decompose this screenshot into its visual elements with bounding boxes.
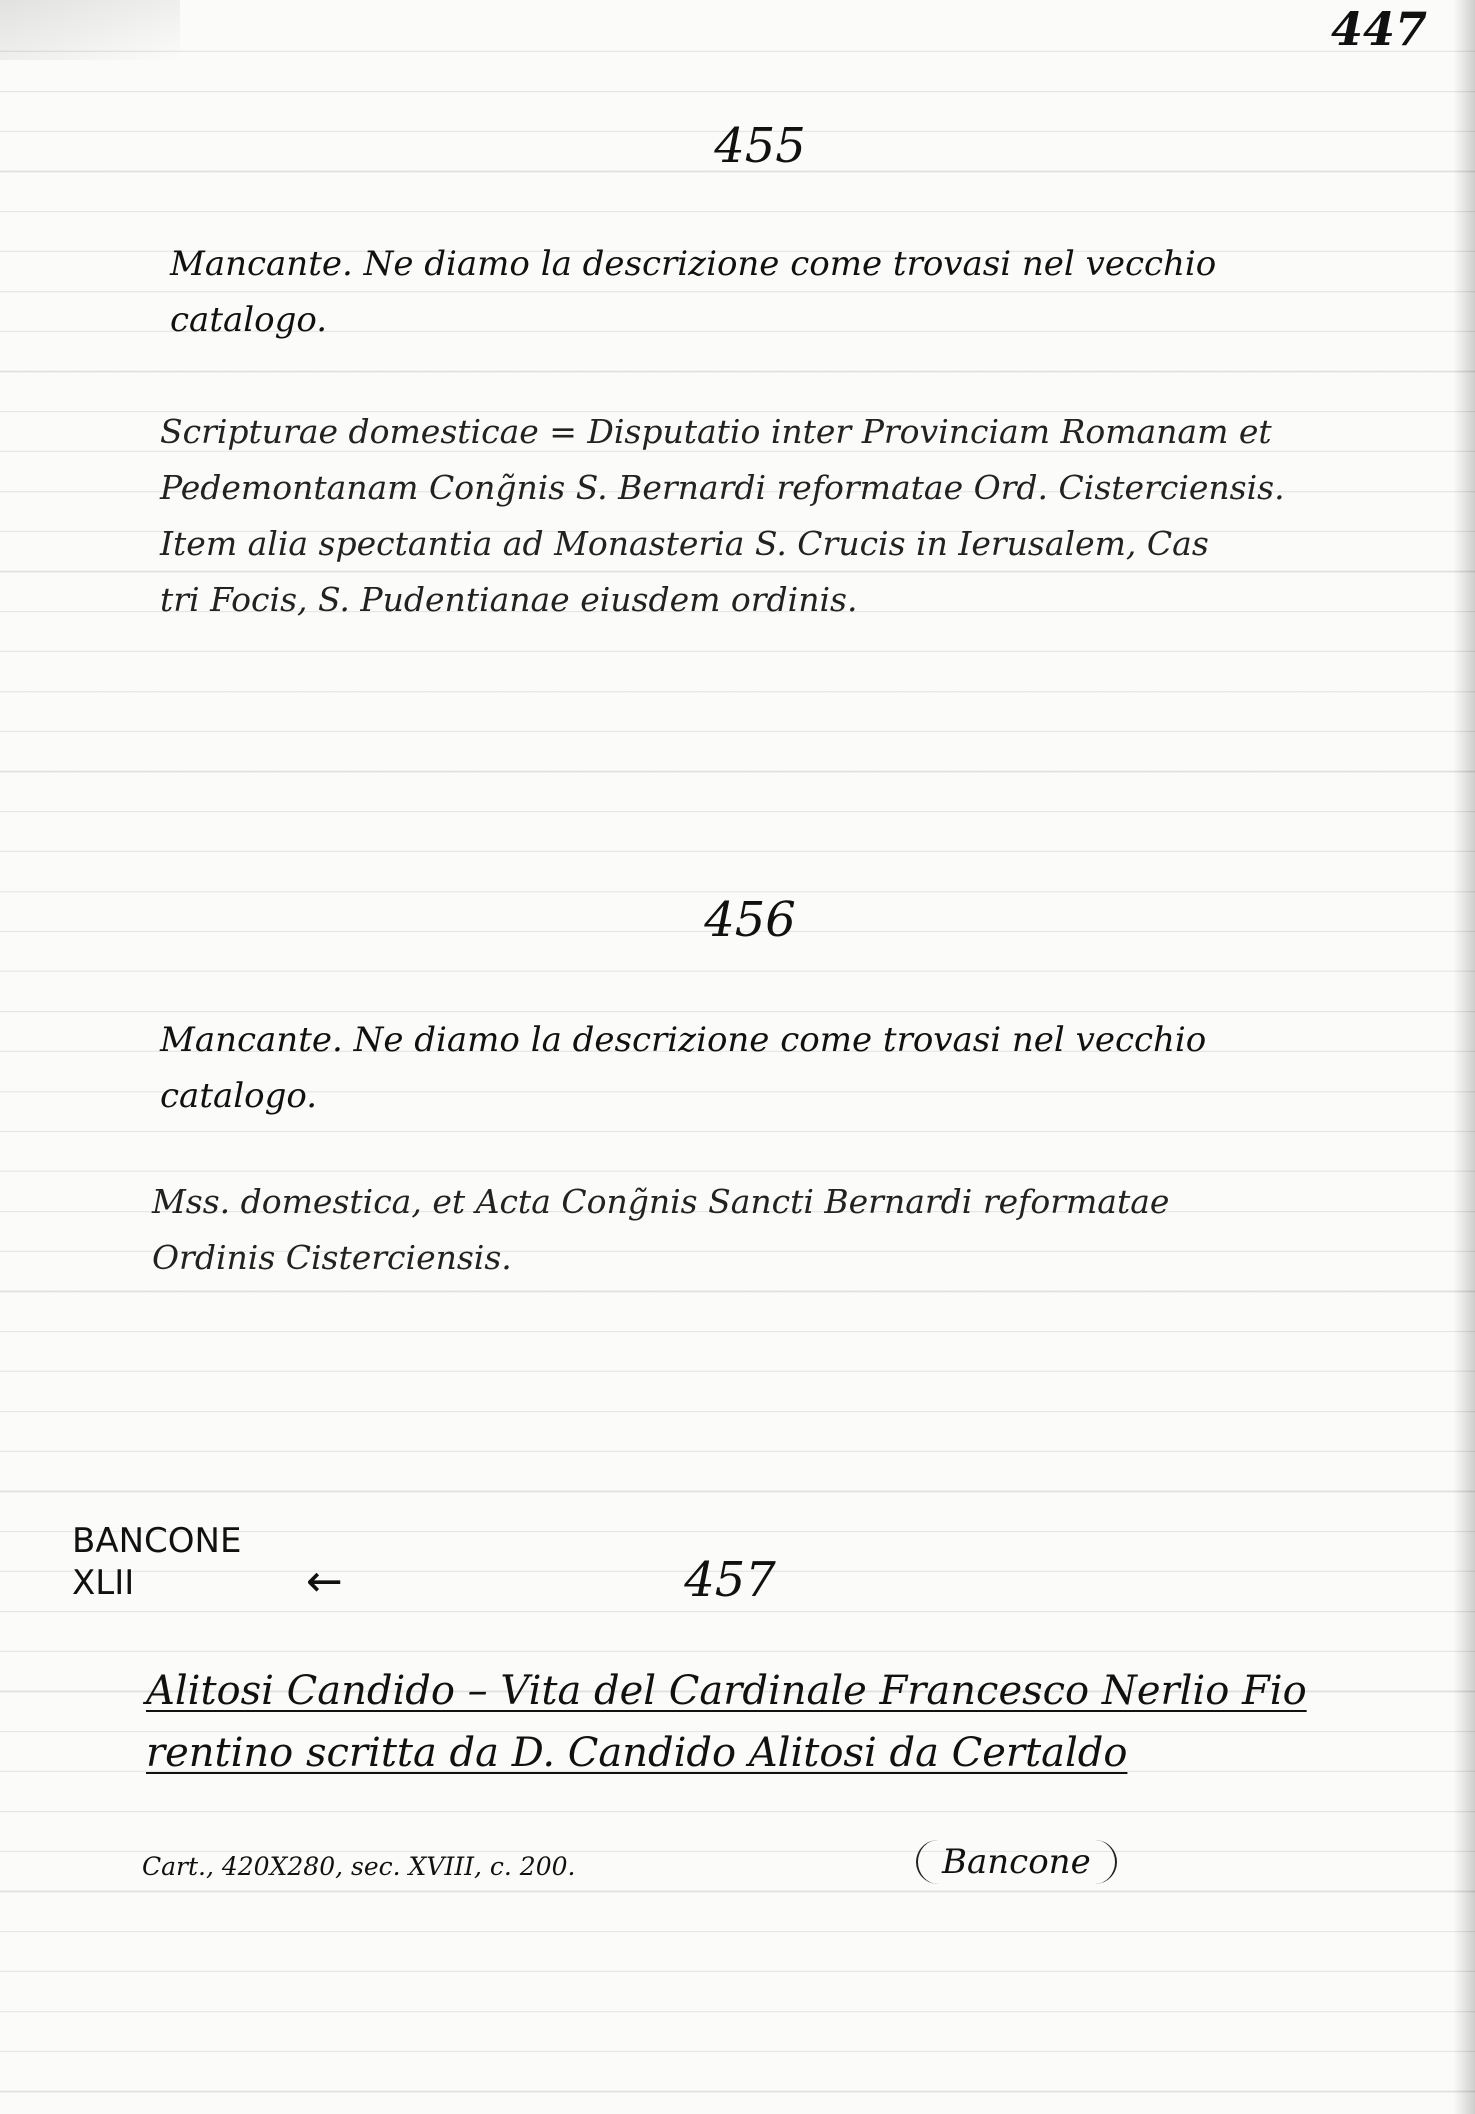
left-arrow-icon: ← (306, 1556, 343, 1607)
entry-456-note-line: Mancante. Ne diamo la descrizione come trovasi nel vecchio (160, 1020, 1207, 1060)
entry-457-title-line: rentino scritta da D. Candido Alitosi da Certaldo (146, 1730, 1128, 1776)
entry-457-physical-description: Cart., 420X280, sec. XVIII, c. 200. (142, 1852, 576, 1881)
entry-455-description-line: Scripturae domesticae = Disputatio inter Provinciam Romanam et (160, 412, 1272, 451)
entry-number-455: 455 (714, 118, 806, 174)
entry-number-457: 457 (684, 1552, 776, 1608)
side-note-line: BANCONE (72, 1521, 242, 1561)
page-number: 447 (1330, 2, 1427, 56)
entry-455-note-line: Mancante. Ne diamo la descrizione come trovasi nel vecchio (170, 244, 1217, 284)
bancone-side-note (72, 1520, 241, 1604)
page-corner-shadow (0, 0, 180, 60)
entry-456-description-line: Mss. domestica, et Acta Cong̃nis Sancti Bernardi reformatae (152, 1182, 1170, 1221)
bancone-location-mark: Bancone (916, 1840, 1117, 1884)
page-edge-shadow (1453, 0, 1475, 2114)
entry-455-description (160, 404, 1320, 628)
entry-455-note-line: catalogo. (170, 300, 328, 340)
entry-456-note (160, 1012, 1290, 1124)
entry-455-description-line: tri Focis, S. Pudentianae eiusdem ordinis. (160, 580, 858, 619)
entry-455-note (170, 236, 1300, 348)
entry-457-title-line: Alitosi Candido – Vita del Cardinale Francesco Nerlio Fio (146, 1668, 1307, 1714)
entry-number-456: 456 (704, 892, 796, 948)
entry-456-description-line: Ordinis Cisterciensis. (152, 1238, 512, 1277)
entry-456-description (152, 1174, 1312, 1286)
entry-455-description-line: Pedemontanam Cong̃nis S. Bernardi reformatae Ord. Cisterciensis. (160, 468, 1285, 507)
side-note-line: XLII (72, 1563, 135, 1603)
entry-457-title (146, 1660, 1326, 1784)
entry-455-description-line: Item alia spectantia ad Monasteria S. Crucis in Ierusalem, Cas (160, 524, 1209, 563)
entry-456-note-line: catalogo. (160, 1076, 318, 1116)
